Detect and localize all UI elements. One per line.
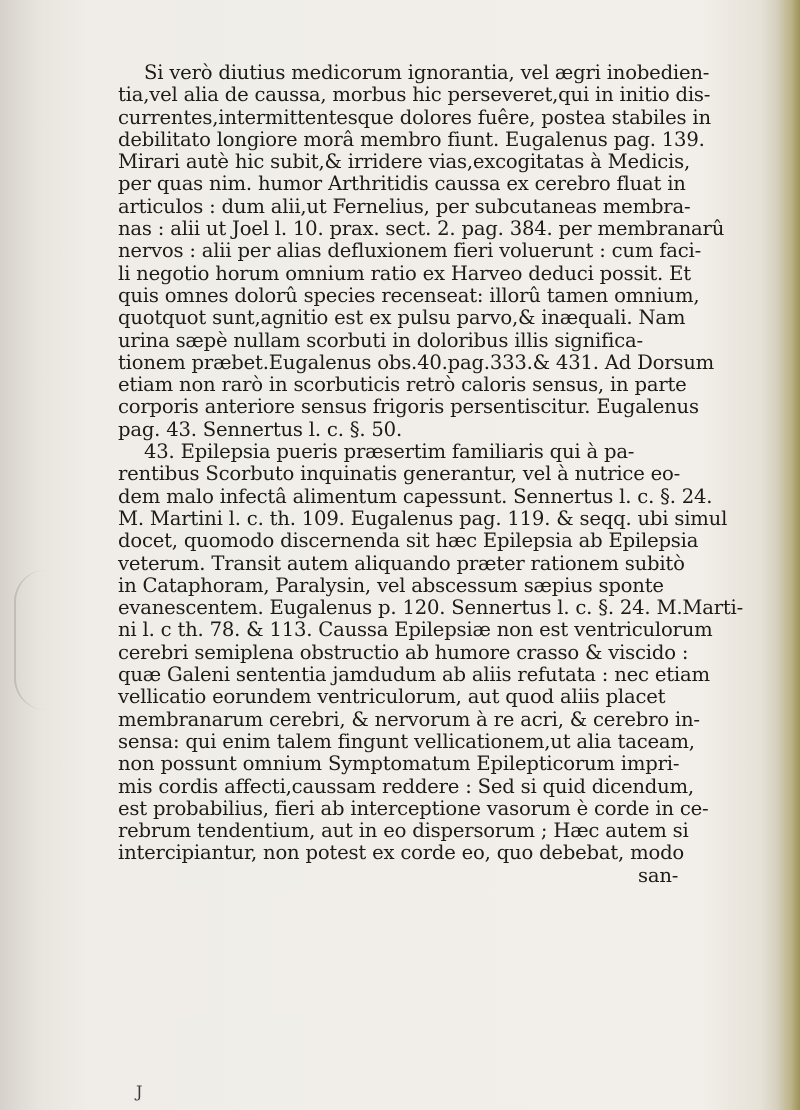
text-line: intercipiantur, non potest ex corde eo, quo debebat, modo — [118, 841, 685, 865]
text-line: ni l. c th. 78. & 113. Caussa Epilepsiæ non est ventriculorum — [118, 618, 713, 642]
text-line: quis omnes dolorû species recenseat: illorû tamen omnium, — [118, 283, 700, 307]
text-line: rentibus Scorbuto inquinatis generantur, vel à nutrice eo- — [118, 462, 681, 486]
text-line: non possunt omnium Symptomatum Epilepticorum impri- — [118, 752, 680, 776]
text-line: quotquot sunt,agnitio est ex pulsu parvo,& inæquali. Nam — [118, 306, 686, 330]
text-line: corporis anteriore sensus frigoris persentiscitur. Eugalenus — [118, 395, 699, 419]
text-line: est probabilius, fieri ab interceptione vasorum è corde in ce- — [118, 796, 709, 820]
text-line: M. Martini l. c. th. 109. Eugalenus pag. 119. & seqq. ubi simul — [118, 506, 728, 530]
text-line: nas : alii ut Joel l. 10. prax. sect. 2. pag. 384. per membranarû — [118, 217, 725, 241]
text-line: tia,vel alia de caussa, morbus hic perseveret,qui in initio dis- — [118, 83, 711, 107]
text-line: currentes,intermittentesque dolores fuêre, postea stabiles in — [118, 105, 711, 129]
text-line: Mirari autè hic subit,& irridere vias,excogitatas à Medicis, — [118, 150, 690, 174]
section-heading-line: 43. Epilepsia pueris præsertim familiaris qui à pa- — [144, 440, 635, 464]
text-line: tionem præbet.Eugalenus obs.40.pag.333.& 431. Ad Dorsum — [118, 350, 715, 374]
text-line: mis cordis affecti,caussam reddere : Sed si quid dicendum, — [118, 774, 694, 798]
catchword-line: san- — [638, 863, 679, 887]
text-line: in Cataphoram, Paralysin, vel abscessum sæpius sponte — [118, 573, 664, 597]
text-line: pag. 43. Sennertus l. c. §. 50. — [118, 417, 402, 441]
text-line: veterum. Transit autem aliquando præter rationem subitò — [118, 551, 685, 575]
text-line: li negotio horum omnium ratio ex Harveo deduci possit. Et — [118, 261, 691, 285]
page-gutter-right — [778, 0, 800, 1110]
text-line: quæ Galeni sententia jamdudum ab aliis refutata : nec etiam — [118, 663, 710, 687]
text-line: membranarum cerebri, & nervorum à re acri, & cerebro in- — [118, 707, 700, 731]
page-edge-mark — [14, 570, 46, 710]
text-line: per quas nim. humor Arthritidis caussa ex cerebro fluat in — [118, 172, 686, 196]
text-line: articulos : dum alii,ut Fernelius, per subcutaneas membra- — [118, 194, 691, 218]
text-line: urina sæpè nullam scorbuti in doloribus illis significa- — [118, 328, 643, 352]
text-line: rebrum tendentium, aut in eo dispersorum ; Hæc autem si — [118, 819, 689, 843]
text-line: cerebri semiplena obstructio ab humore crasso & viscido : — [118, 640, 689, 664]
text-line: Si verò diutius medicorum ignorantia, vel ægri inobedien- — [144, 61, 710, 84]
text-line: vellicatio eorundem ventriculorum, aut quod aliis placet — [118, 685, 666, 709]
text-line: dem malo infectâ alimentum capessunt. Sennertus l. c. §. 24. — [118, 484, 713, 508]
text-line: evanescentem. Eugalenus p. 120. Sennertus l. c. §. 24. M.Marti- — [118, 596, 744, 620]
text-line: debilitato longiore morâ membro fiunt. Eugalenus pag. 139. — [118, 127, 705, 151]
footer-mark: J — [136, 1082, 143, 1101]
text-line: nervos : alii per alias defluxionem fieri voluerunt : cum faci- — [118, 239, 702, 263]
text-line: docet, quomodo discernenda sit hæc Epilepsia ab Epilepsia — [118, 529, 699, 553]
text-line: sensa: qui enim talem fingunt vellicationem,ut alia taceam, — [118, 729, 695, 753]
text-line: etiam non rarò in scorbuticis retrò caloris sensus, in parte — [118, 373, 687, 397]
page-text-block — [118, 62, 754, 887]
